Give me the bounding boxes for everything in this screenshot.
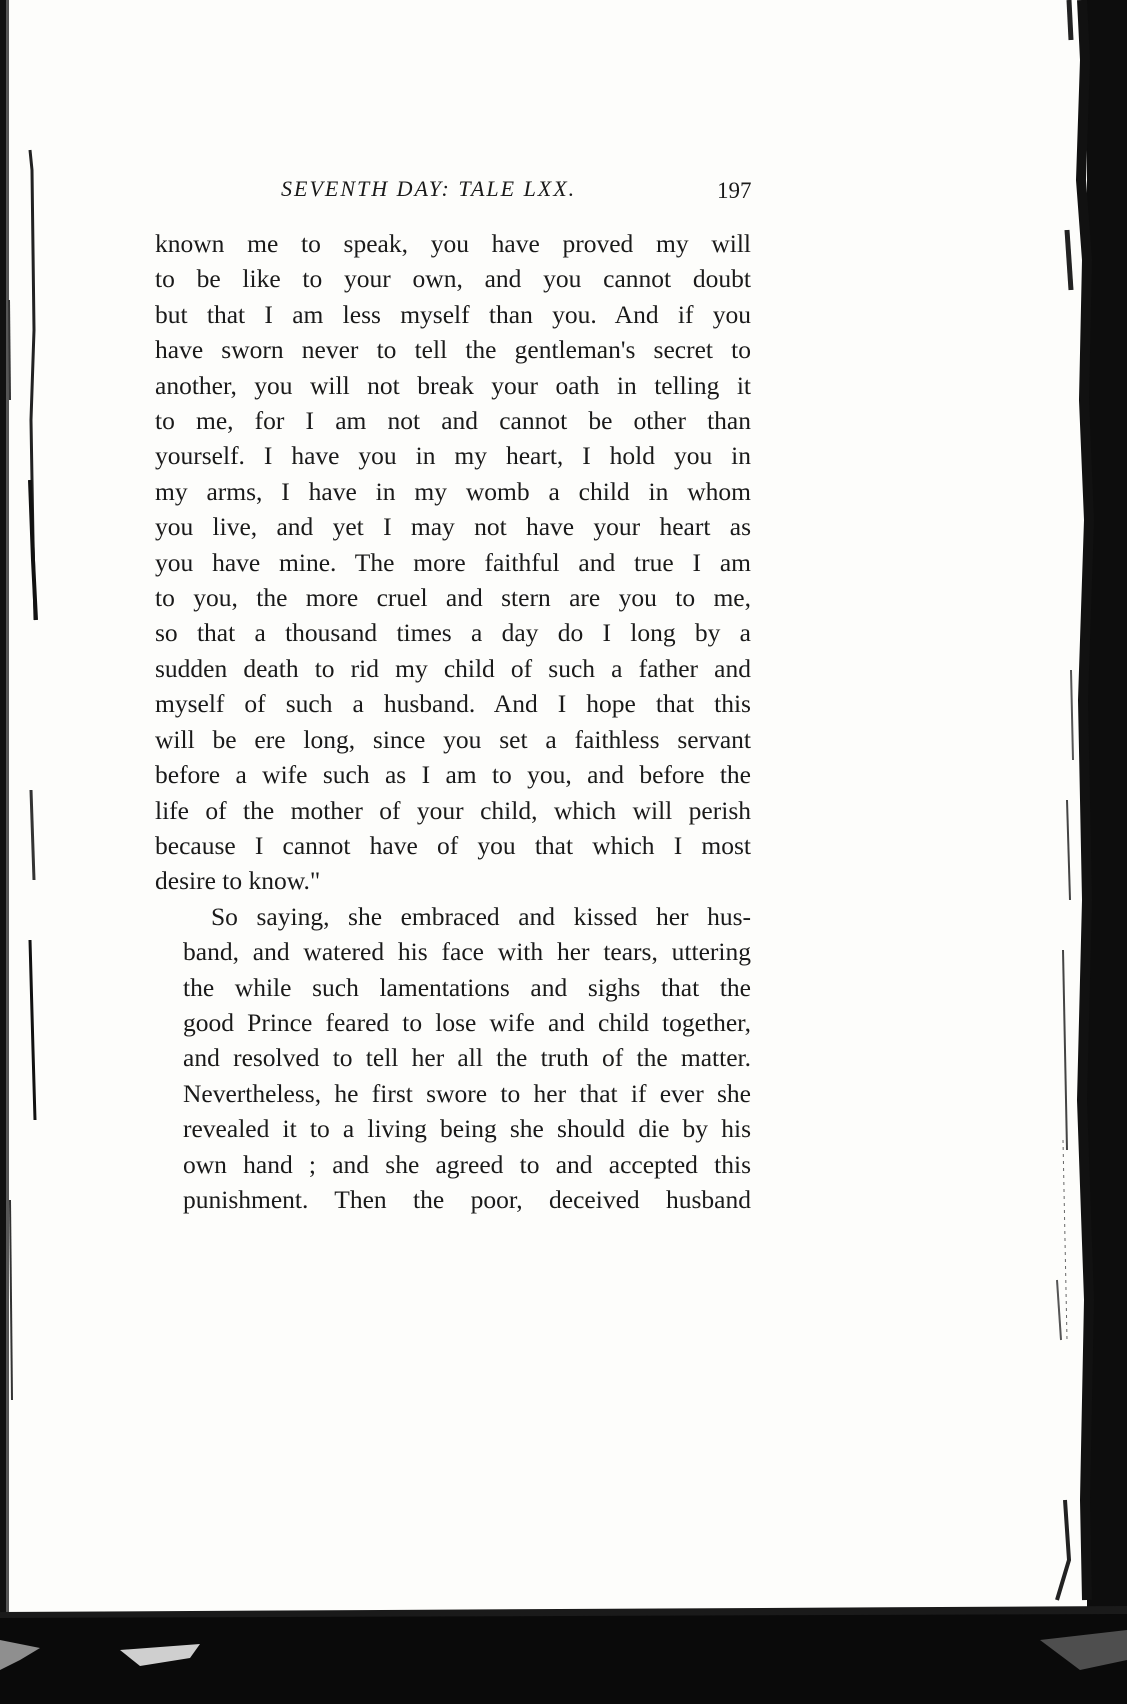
paragraph-1	[155, 226, 751, 899]
text-line: to you, the more cruel and stern are you to me,	[155, 583, 751, 613]
text-line: you live, and yet I may not have your heart as	[155, 512, 751, 542]
text-line: known me to speak, you have proved my will	[155, 229, 751, 258]
text-line: So saying, she embraced and kissed her hus-	[211, 901, 751, 931]
text-line: Nevertheless, he first swore to her that if ever she	[183, 1078, 751, 1108]
bottom-scan-edge	[0, 1600, 1127, 1704]
text-line: revealed it to a living being she should die by his	[183, 1114, 751, 1144]
text-line: because I cannot have of you that which I most	[155, 830, 751, 860]
text-line: yourself. I have you in my heart, I hold you in	[155, 441, 751, 471]
text-line: to be like to your own, and you cannot doubt	[155, 264, 751, 294]
text-line: good Prince feared to lose wife and child together,	[183, 1007, 751, 1037]
text-line: myself of such a husband. And I hope that this	[155, 689, 751, 719]
text-line: to me, for I am not and cannot be other than	[155, 406, 751, 436]
text-line: my arms, I have in my womb a child in whom	[155, 476, 751, 506]
text-line: have sworn never to tell the gentleman's secret to	[155, 335, 751, 365]
text-line: another, you will not break your oath in telling it	[155, 370, 751, 400]
text-line: desire to know."	[155, 866, 321, 896]
text-line: you have mine. The more faithful and true I am	[155, 547, 751, 577]
text-line: own hand ; and she agreed to and accepted this	[183, 1149, 751, 1179]
running-head: SEVENTH DAY: TALE LXX.	[281, 176, 577, 201]
page-number: 197	[717, 178, 752, 203]
body-text	[155, 226, 751, 1217]
text-line: the while such lamentations and sighs that the	[183, 972, 751, 1002]
right-scan-edge	[1027, 0, 1127, 1704]
text-line: so that a thousand times a day do I long by a	[155, 618, 751, 648]
text-line: sudden death to rid my child of such a father and	[155, 653, 751, 683]
text-line: and resolved to tell her all the truth of the matter.	[183, 1043, 751, 1073]
paragraph-2	[155, 899, 751, 1218]
text-line: will be ere long, since you set a faithless servant	[155, 724, 751, 754]
text-line: but that I am less myself than you. And if you	[155, 299, 751, 329]
left-scan-edge	[0, 0, 40, 1704]
page-header	[155, 172, 755, 212]
text-line: band, and watered his face with her tears, uttering	[183, 937, 751, 967]
text-line: punishment. Then the poor, deceived husband	[183, 1184, 751, 1214]
text-line: before a wife such as I am to you, and before the	[155, 760, 751, 790]
text-line: life of the mother of your child, which will perish	[155, 795, 751, 825]
